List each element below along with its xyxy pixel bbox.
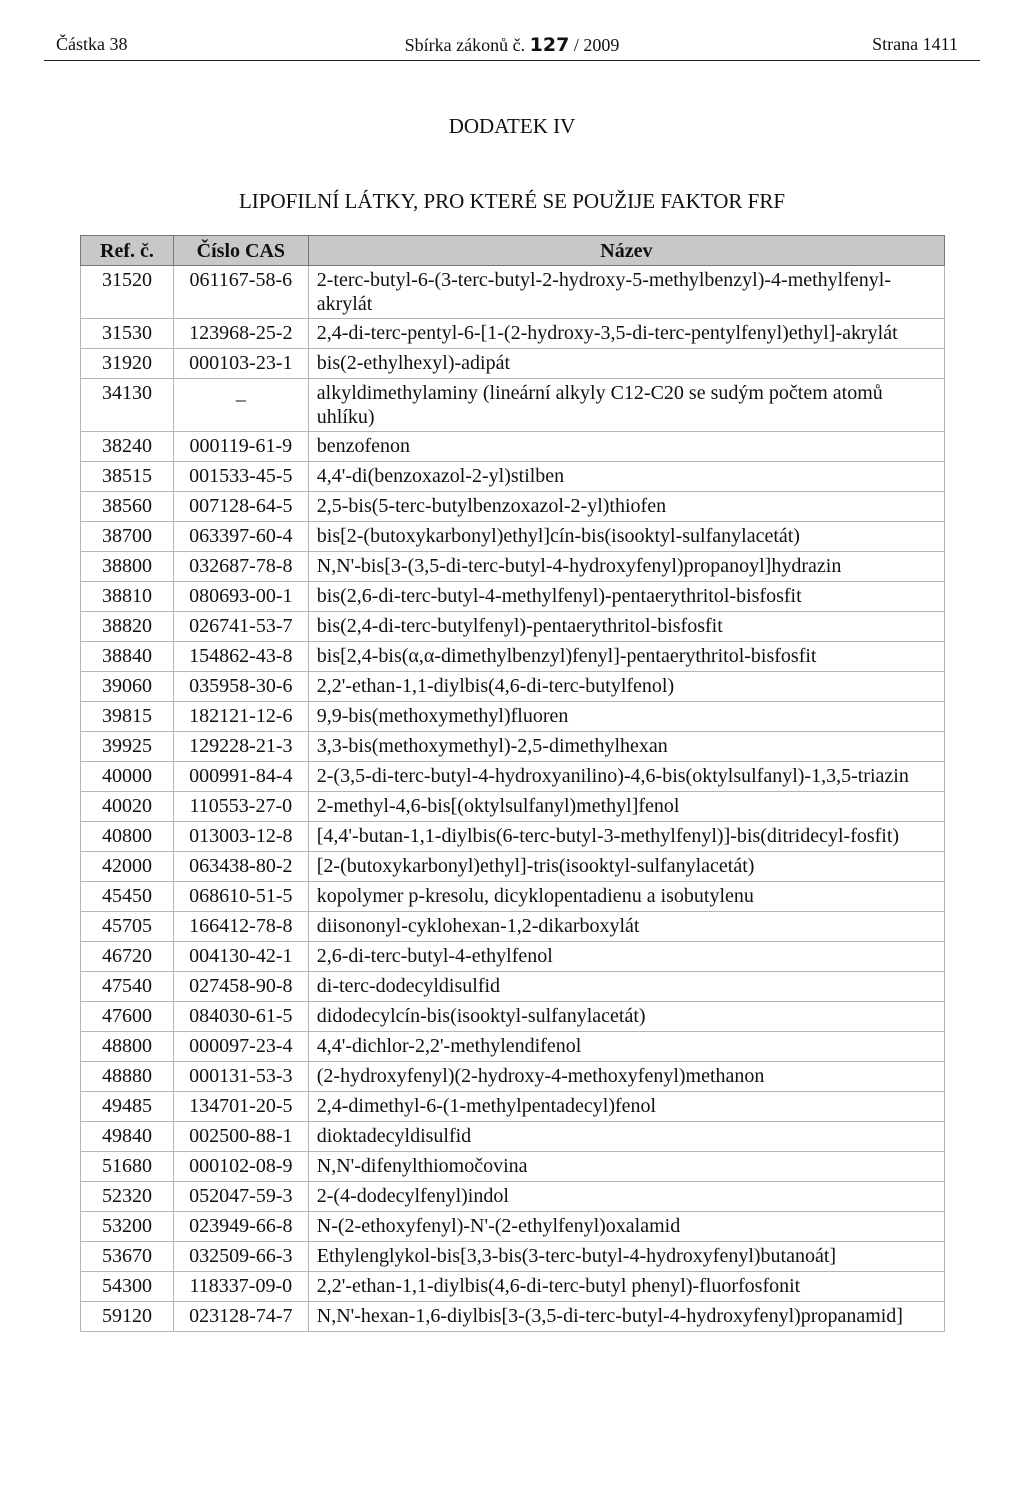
- table-row: [81, 852, 945, 882]
- ref-cell: 40000: [81, 762, 174, 792]
- table-row: [81, 266, 945, 319]
- cas-cell: 000119-61-9: [173, 432, 308, 462]
- cas-cell: 118337-09-0: [173, 1272, 308, 1302]
- ref-cell: 53200: [81, 1212, 174, 1242]
- ref-cell: 39815: [81, 702, 174, 732]
- cas-cell: 068610-51-5: [173, 882, 308, 912]
- ref-cell: 51680: [81, 1152, 174, 1182]
- cas-cell: 123968-25-2: [173, 319, 308, 349]
- table-row: [81, 349, 945, 379]
- cas-cell: 032509-66-3: [173, 1242, 308, 1272]
- table-row: [81, 1302, 945, 1332]
- ref-cell: 46720: [81, 942, 174, 972]
- name-cell: 2,5-bis(5-terc-butylbenzoxazol-2-yl)thiofen: [308, 492, 944, 522]
- cas-cell: 110553-27-0: [173, 792, 308, 822]
- header-collection: [44, 34, 980, 56]
- cas-cell: _: [173, 379, 308, 432]
- ref-cell: 38515: [81, 462, 174, 492]
- cas-cell: 084030-61-5: [173, 1002, 308, 1032]
- cas-cell: 061167-58-6: [173, 266, 308, 319]
- cas-cell: 007128-64-5: [173, 492, 308, 522]
- table-row: [81, 1242, 945, 1272]
- table-row: [81, 1002, 945, 1032]
- appendix-title: DODATEK IV: [448, 114, 576, 138]
- name-cell: Ethylenglykol-bis[3,3-bis(3-terc-butyl-4-hydroxyfenyl)butanoát]: [308, 1242, 944, 1272]
- table-row: [81, 492, 945, 522]
- table-row: [81, 972, 945, 1002]
- name-cell: 2-(4-dodecylfenyl)indol: [308, 1182, 944, 1212]
- name-cell: bis(2,6-di-terc-butyl-4-methylfenyl)-pentaerythritol-bisfosfit: [308, 582, 944, 612]
- cas-cell: 000102-08-9: [173, 1152, 308, 1182]
- table-row: [81, 522, 945, 552]
- ref-cell: 40800: [81, 822, 174, 852]
- name-cell: bis[2,4-bis(α,α-dimethylbenzyl)fenyl]-pentaerythritol-bisfosfit: [308, 642, 944, 672]
- table-row: [81, 1062, 945, 1092]
- name-cell: 2,6-di-terc-butyl-4-ethylfenol: [308, 942, 944, 972]
- ref-cell: 48800: [81, 1032, 174, 1062]
- table-row: [81, 672, 945, 702]
- table-row: [81, 1272, 945, 1302]
- table-row: [81, 822, 945, 852]
- table-row: [81, 1212, 945, 1242]
- table-row: [81, 792, 945, 822]
- cas-cell: 004130-42-1: [173, 942, 308, 972]
- table-row: [81, 942, 945, 972]
- ref-cell: 45705: [81, 912, 174, 942]
- ref-cell: 47540: [81, 972, 174, 1002]
- cas-cell: 002500-88-1: [173, 1122, 308, 1152]
- cas-cell: 032687-78-8: [173, 552, 308, 582]
- cas-cell: 027458-90-8: [173, 972, 308, 1002]
- cas-cell: 154862-43-8: [173, 642, 308, 672]
- name-cell: bis[2-(butoxykarbonyl)ethyl]cín-bis(isooktyl-sulfanylacetát): [308, 522, 944, 552]
- name-cell: N,N'-bis[3-(3,5-di-terc-butyl-4-hydroxyfenyl)propanoyl]hydrazin: [308, 552, 944, 582]
- name-cell: di-terc-dodecyldisulfid: [308, 972, 944, 1002]
- page-header: [44, 34, 980, 61]
- header-collection-label: Sbírka zákonů č.: [404, 35, 526, 55]
- name-cell: (2-hydroxyfenyl)(2-hydroxy-4-methoxyfenyl)methanon: [308, 1062, 944, 1092]
- cas-cell: 000097-23-4: [173, 1032, 308, 1062]
- name-cell: 2-terc-butyl-6-(3-terc-butyl-2-hydroxy-5-methylbenzyl)-4-methylfenyl-akrylát: [308, 266, 944, 319]
- name-cell: bis(2,4-di-terc-butylfenyl)-pentaerythritol-bisfosfit: [308, 612, 944, 642]
- ref-cell: 52320: [81, 1182, 174, 1212]
- ref-cell: 45450: [81, 882, 174, 912]
- ref-cell: 53670: [81, 1242, 174, 1272]
- substances-table: [80, 235, 945, 1332]
- column-header-name: Název: [308, 236, 944, 266]
- name-cell: [2-(butoxykarbonyl)ethyl]-tris(isooktyl-sulfanylacetát): [308, 852, 944, 882]
- table-row: [81, 882, 945, 912]
- ref-cell: 49840: [81, 1122, 174, 1152]
- ref-cell: 38800: [81, 552, 174, 582]
- column-header-ref: Ref. č.: [81, 236, 174, 266]
- cas-cell: 013003-12-8: [173, 822, 308, 852]
- table-header-row: [81, 236, 945, 266]
- name-cell: kopolymer p-kresolu, dicyklopentadienu a isobutylenu: [308, 882, 944, 912]
- table-row: [81, 1032, 945, 1062]
- cas-cell: 134701-20-5: [173, 1092, 308, 1122]
- name-cell: bis(2-ethylhexyl)-adipát: [308, 349, 944, 379]
- name-cell: 4,4'-dichlor-2,2'-methylendifenol: [308, 1032, 944, 1062]
- cas-cell: 000991-84-4: [173, 762, 308, 792]
- table-row: [81, 1182, 945, 1212]
- name-cell: didodecylcín-bis(isooktyl-sulfanylacetát): [308, 1002, 944, 1032]
- ref-cell: 31520: [81, 266, 174, 319]
- cas-cell: 052047-59-3: [173, 1182, 308, 1212]
- name-cell: N,N'-difenylthiomočovina: [308, 1152, 944, 1182]
- ref-cell: 48880: [81, 1062, 174, 1092]
- name-cell: diisononyl-cyklohexan-1,2-dikarboxylát: [308, 912, 944, 942]
- name-cell: [4,4'-butan-1,1-diylbis(6-terc-butyl-3-methylfenyl)]-bis(ditridecyl-fosfit): [308, 822, 944, 852]
- table-row: [81, 552, 945, 582]
- ref-cell: 42000: [81, 852, 174, 882]
- ref-cell: 39060: [81, 672, 174, 702]
- name-cell: 2,4-dimethyl-6-(1-methylpentadecyl)fenol: [308, 1092, 944, 1122]
- ref-cell: 31530: [81, 319, 174, 349]
- table-row: [81, 1122, 945, 1152]
- name-cell: 4,4'-di(benzoxazol-2-yl)stilben: [308, 462, 944, 492]
- cas-cell: 166412-78-8: [173, 912, 308, 942]
- name-cell: N,N'-hexan-1,6-diylbis[3-(3,5-di-terc-butyl-4-hydroxyfenyl)propanamid]: [308, 1302, 944, 1332]
- table-row: [81, 702, 945, 732]
- table-row: [81, 912, 945, 942]
- name-cell: N-(2-ethoxyfenyl)-N'-(2-ethylfenyl)oxalamid: [308, 1212, 944, 1242]
- table-row: [81, 432, 945, 462]
- table-row: [81, 1152, 945, 1182]
- cas-cell: 080693-00-1: [173, 582, 308, 612]
- name-cell: 2,4-di-terc-pentyl-6-[1-(2-hydroxy-3,5-di-terc-pentylfenyl)ethyl]-akrylát: [308, 319, 944, 349]
- ref-cell: 38810: [81, 582, 174, 612]
- cas-cell: 023949-66-8: [173, 1212, 308, 1242]
- ref-cell: 47600: [81, 1002, 174, 1032]
- cas-cell: 000103-23-1: [173, 349, 308, 379]
- cas-cell: 129228-21-3: [173, 732, 308, 762]
- table-row: [81, 762, 945, 792]
- table-body: [81, 266, 945, 1332]
- cas-cell: 023128-74-7: [173, 1302, 308, 1332]
- name-cell: 2,2'-ethan-1,1-diylbis(4,6-di-terc-butylfenol): [308, 672, 944, 702]
- cas-cell: 001533-45-5: [173, 462, 308, 492]
- cas-cell: 026741-53-7: [173, 612, 308, 642]
- ref-cell: 38560: [81, 492, 174, 522]
- column-header-cas: Číslo CAS: [173, 236, 308, 266]
- cas-cell: 182121-12-6: [173, 702, 308, 732]
- ref-cell: 54300: [81, 1272, 174, 1302]
- name-cell: 3,3-bis(methoxymethyl)-2,5-dimethylhexan: [308, 732, 944, 762]
- table-row: [81, 319, 945, 349]
- table-row: [81, 612, 945, 642]
- table-row: [81, 1092, 945, 1122]
- header-collection-year: / 2009: [573, 35, 620, 55]
- ref-cell: 39925: [81, 732, 174, 762]
- appendix-subtitle: LIPOFILNÍ LÁTKY, PRO KTERÉ SE POUŽIJE FAKTOR FRF: [238, 189, 786, 213]
- header-issue: Částka 38: [56, 34, 128, 54]
- ref-cell: 38700: [81, 522, 174, 552]
- ref-cell: 31920: [81, 349, 174, 379]
- name-cell: 2-(3,5-di-terc-butyl-4-hydroxyanilino)-4,6-bis(oktylsulfanyl)-1,3,5-triazin: [308, 762, 944, 792]
- ref-cell: 38840: [81, 642, 174, 672]
- table-row: [81, 732, 945, 762]
- ref-cell: 59120: [81, 1302, 174, 1332]
- ref-cell: 38240: [81, 432, 174, 462]
- name-cell: dioktadecyldisulfid: [308, 1122, 944, 1152]
- header-page-number: Strana 1411: [872, 34, 958, 54]
- name-cell: alkyldimethylaminy (lineární alkyly C12-C20 se sudým počtem atomů uhlíku): [308, 379, 944, 432]
- name-cell: benzofenon: [308, 432, 944, 462]
- name-cell: 9,9-bis(methoxymethyl)fluoren: [308, 702, 944, 732]
- table-row: [81, 582, 945, 612]
- cas-cell: 063438-80-2: [173, 852, 308, 882]
- header-collection-number: 127: [529, 34, 570, 56]
- ref-cell: 34130: [81, 379, 174, 432]
- ref-cell: 40020: [81, 792, 174, 822]
- cas-cell: 063397-60-4: [173, 522, 308, 552]
- ref-cell: 49485: [81, 1092, 174, 1122]
- cas-cell: 000131-53-3: [173, 1062, 308, 1092]
- name-cell: 2,2'-ethan-1,1-diylbis(4,6-di-terc-butyl phenyl)-fluorfosfonit: [308, 1272, 944, 1302]
- name-cell: 2-methyl-4,6-bis[(oktylsulfanyl)methyl]fenol: [308, 792, 944, 822]
- table-row: [81, 462, 945, 492]
- table-row: [81, 642, 945, 672]
- table-row: [81, 379, 945, 432]
- ref-cell: 38820: [81, 612, 174, 642]
- cas-cell: 035958-30-6: [173, 672, 308, 702]
